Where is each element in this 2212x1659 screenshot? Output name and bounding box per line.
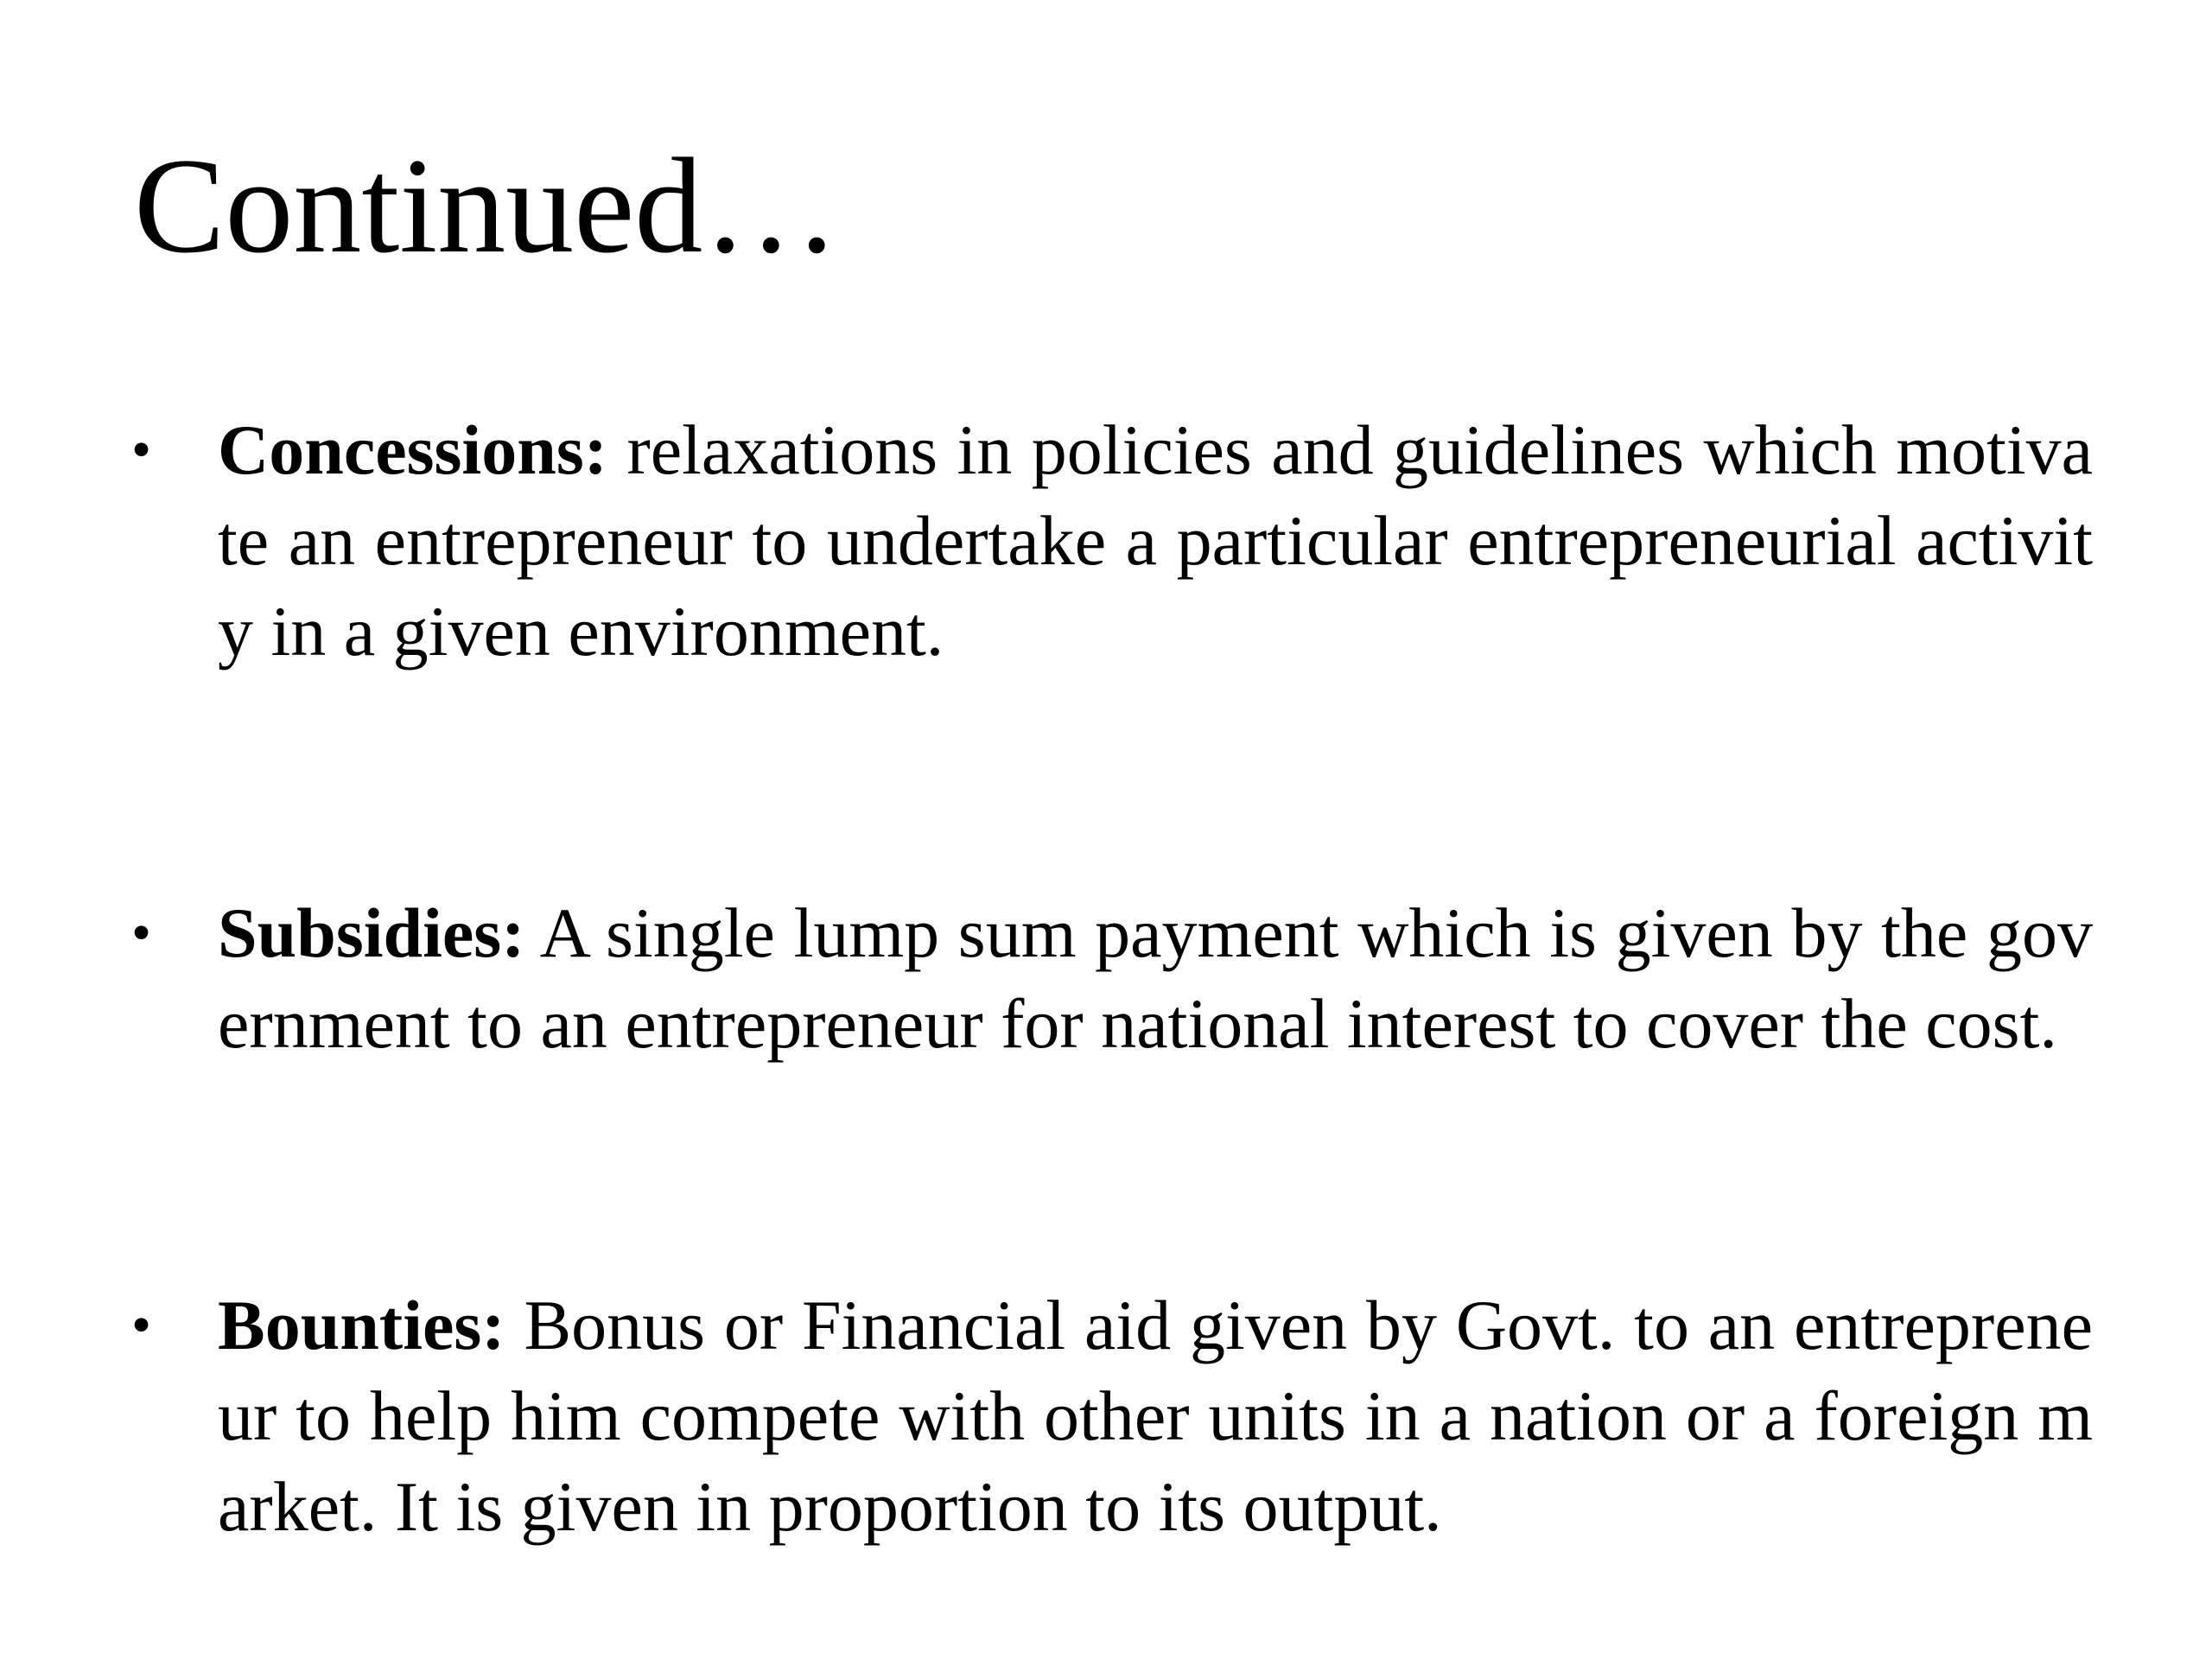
bullet-term: Concessions:: [218, 410, 608, 489]
bullet-list: [131, 404, 2093, 1552]
bullet-dot-icon: •: [131, 1294, 152, 1357]
bullet-term: Bounties:: [218, 1286, 505, 1364]
bullet-dot-icon: •: [131, 901, 152, 964]
bullet-text: relaxations in policies and guidelines which motivate an entrepreneur to undertake a particular entrepreneurial activity in a given environment.: [218, 410, 2093, 671]
bullet-subsidies: [131, 887, 2093, 1069]
bullet-term: Subsidies:: [218, 893, 525, 972]
bullet-text: A single lump sum payment which is given by the government to an entrepreneur for national interest to cover the cost.: [218, 893, 2093, 1063]
bullet-concessions: [131, 404, 2093, 677]
slide-title: Continued…: [134, 130, 840, 282]
bullet-text: Bonus or Financial aid given by Govt. to an entrepreneur to help him compete with other units in a nation or a foreign market. It is given in proportion to its output.: [218, 1286, 2093, 1546]
bullet-dot-icon: •: [131, 418, 152, 481]
bullet-bounties: [131, 1280, 2093, 1552]
